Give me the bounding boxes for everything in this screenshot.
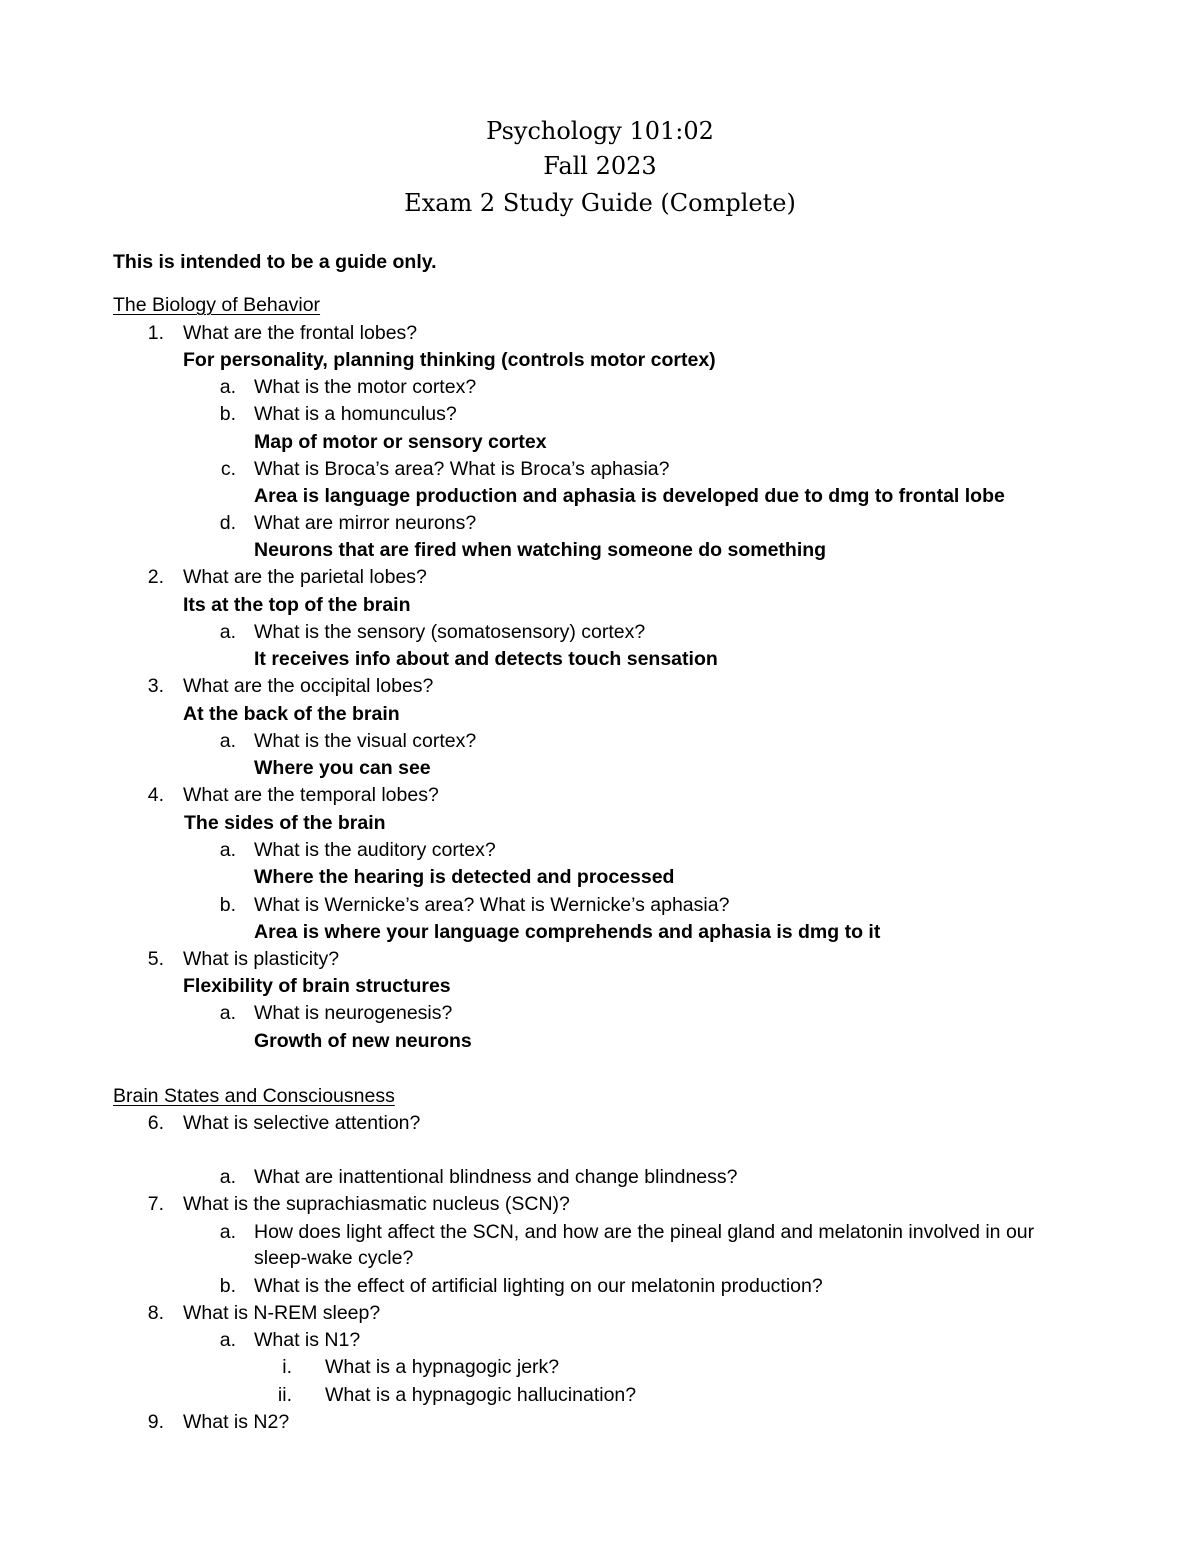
item-marker: d. (219, 512, 236, 534)
list-item (0, 564, 1200, 590)
answer-text: Flexibility of brain structures (183, 975, 451, 997)
answer-text: Neurons that are fired when watching someone do something (254, 539, 827, 561)
item-number: 8. (147, 1302, 164, 1324)
disclaimer: This is intended to be a guide only. (113, 251, 437, 273)
item-marker: ii. (277, 1384, 292, 1406)
list-item (0, 1409, 1200, 1435)
question-text: What is N2? (183, 1411, 290, 1433)
question-text: What is the motor cortex? (254, 376, 477, 398)
answer-text: Area is where your language comprehends and aphasia is dmg to it (254, 921, 881, 943)
question-text: What is N-REM sleep? (183, 1302, 381, 1324)
item-marker: c. (220, 458, 236, 480)
section-heading-brain-states: Brain States and Consciousness (113, 1085, 395, 1107)
item-marker: a. (219, 839, 236, 861)
question-text: How does light affect the SCN, and how are the pineal gland and melatonin involved in our (254, 1221, 1035, 1243)
list-item (0, 1164, 1200, 1190)
question-text: What is plasticity? (183, 948, 340, 970)
question-continuation: sleep-wake cycle? (254, 1247, 414, 1269)
item-number: 9. (147, 1411, 164, 1433)
list-item (0, 1000, 1200, 1026)
question-text: What are the temporal lobes? (183, 784, 439, 806)
item-marker: a. (219, 1221, 236, 1243)
question-text: What are the parietal lobes? (183, 566, 427, 588)
list-item (0, 1382, 1200, 1408)
item-number: 1. (147, 322, 164, 344)
question-text: What are mirror neurons? (254, 512, 477, 534)
question-text: What are the occipital lobes? (183, 675, 434, 697)
list-item (0, 510, 1200, 536)
question-text: What is selective attention? (183, 1112, 421, 1134)
answer-text: The sides of the brain (184, 812, 386, 834)
list-item (0, 1327, 1200, 1353)
list-item (0, 1191, 1200, 1217)
list-item (0, 401, 1200, 427)
item-number: 3. (147, 675, 164, 697)
list-item (0, 728, 1200, 754)
answer-text: Where you can see (254, 757, 431, 779)
list-item (0, 673, 1200, 699)
list-item (0, 320, 1200, 346)
item-marker: a. (219, 376, 236, 398)
item-marker: a. (219, 1329, 236, 1351)
term-title: Fall 2023 (543, 152, 657, 180)
question-text: What is a hypnagogic jerk? (325, 1356, 560, 1378)
question-text: What is the visual cortex? (254, 730, 477, 752)
list-item (0, 892, 1200, 918)
list-item (0, 456, 1200, 482)
question-text: What is the suprachiasmatic nucleus (SCN)? (183, 1193, 570, 1215)
item-number: 5. (147, 948, 164, 970)
answer-text: At the back of the brain (183, 703, 400, 725)
question-text: What is Broca’s area? What is Broca’s aphasia? (254, 458, 670, 480)
list-item (0, 946, 1200, 972)
list-item (0, 837, 1200, 863)
item-marker: a. (219, 730, 236, 752)
question-text: What is a homunculus? (254, 403, 457, 425)
section-heading-biology: The Biology of Behavior (113, 294, 321, 316)
answer-text: Growth of new neurons (254, 1030, 472, 1052)
list-item (0, 1219, 1200, 1245)
list-item (0, 1110, 1200, 1136)
list-item (0, 1354, 1200, 1380)
item-number: 6. (147, 1112, 164, 1134)
question-text: What is neurogenesis? (254, 1002, 453, 1024)
item-marker: a. (219, 1166, 236, 1188)
item-marker: b. (219, 894, 236, 916)
list-item (0, 782, 1200, 808)
item-number: 7. (147, 1193, 164, 1215)
answer-text: For personality, planning thinking (controls motor cortex) (183, 349, 716, 371)
answer-text: Area is language production and aphasia is developed due to dmg to frontal lobe (254, 485, 1005, 507)
answer-text: Map of motor or sensory cortex (254, 431, 547, 453)
question-text: What are the frontal lobes? (183, 322, 418, 344)
list-item (0, 1273, 1200, 1299)
document-title: Exam 2 Study Guide (Complete) (404, 189, 796, 217)
item-marker: a. (219, 1002, 236, 1024)
answer-text: It receives info about and detects touch sensation (254, 648, 718, 670)
item-marker: b. (219, 1275, 236, 1297)
question-text: What is N1? (254, 1329, 361, 1351)
question-text: What is the sensory (somatosensory) cortex? (254, 621, 646, 643)
question-text: What are inattentional blindness and change blindness? (254, 1166, 738, 1188)
course-title: Psychology 101:02 (486, 117, 714, 145)
question-text: What is Wernicke’s area? What is Wernicke’s aphasia? (254, 894, 730, 916)
item-marker: a. (219, 621, 236, 643)
list-item (0, 619, 1200, 645)
question-text: What is the auditory cortex? (254, 839, 496, 861)
item-marker: b. (219, 403, 236, 425)
list-item (0, 1300, 1200, 1326)
answer-text: Its at the top of the brain (183, 594, 411, 616)
question-text: What is a hypnagogic hallucination? (325, 1384, 637, 1406)
question-text: What is the effect of artificial lighting on our melatonin production? (254, 1275, 823, 1297)
item-number: 2. (147, 566, 164, 588)
list-item (0, 374, 1200, 400)
item-number: 4. (147, 784, 164, 806)
item-marker: i. (282, 1356, 292, 1378)
answer-text: Where the hearing is detected and processed (254, 866, 675, 888)
